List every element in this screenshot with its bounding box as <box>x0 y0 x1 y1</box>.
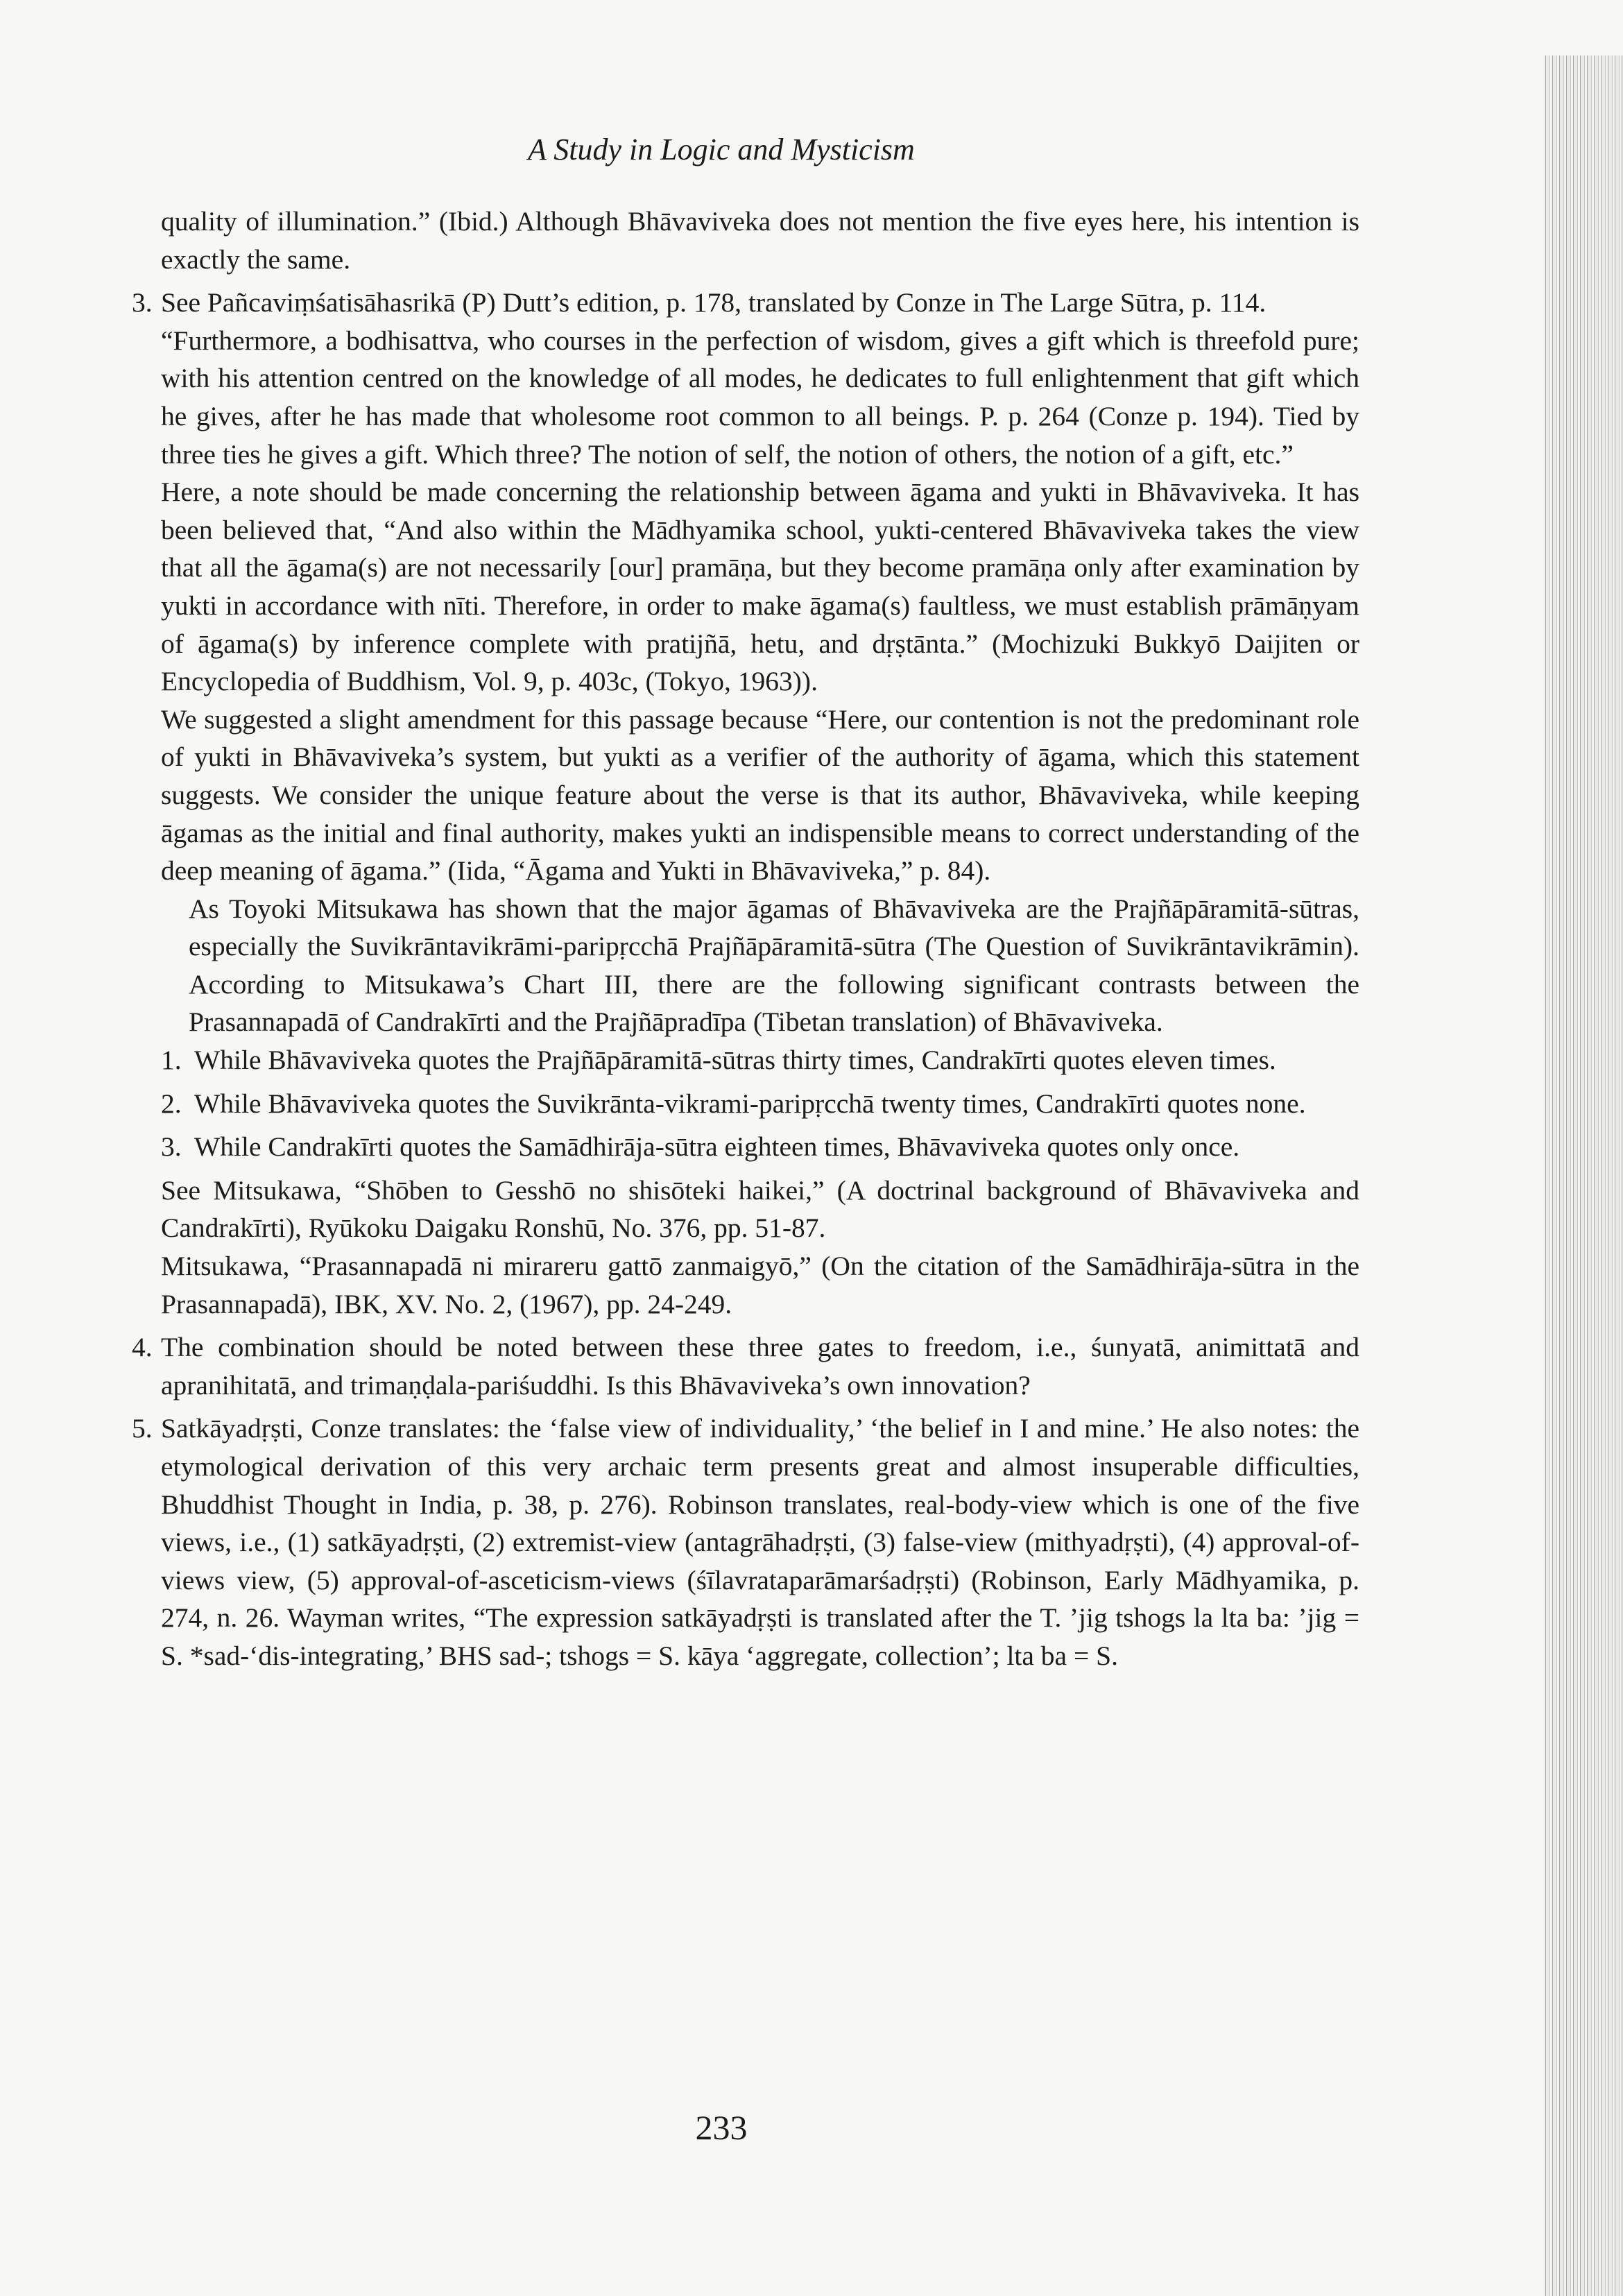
list-item <box>132 1041 1359 1079</box>
note-number: 4. <box>132 1332 153 1363</box>
paragraph: We suggested a slight amendment for this passage because “Here, our contention is not the predominant role of yukti in Bhāvaviveka’s system, but yukti as a verifier of the authority of āgama, which this statement suggests. We consider the unique feature about the verse is that its author, Bhāvaviveka, while keeping āgamas as the initial and final authority, makes yukti an indispensible means to correct understanding of the deep meaning of āgama.” (Iida, “Āgama and Yukti in Bhāvaviveka,” p. 84). <box>161 703 1359 886</box>
quote-paragraph: “Furthermore, a bodhisattva, who courses in the perfection of wisdom, gives a gift which is threefold pure; with his attention centred on the knowledge of all modes, he dedicates to full enlightenment that gift which he gives, after he has made that wholesome root common to all beings. P. p. 264 (Conze p. 194). Tied by three ties he gives a gift. Which three? The notion of self, the notion of others, the notion of a gift, etc.” <box>161 325 1359 470</box>
note-number: 3. <box>132 287 153 318</box>
list-number: 3. <box>161 1131 182 1163</box>
list-number: 2. <box>161 1088 182 1119</box>
running-head: A Study in Logic and Mysticism <box>528 132 915 166</box>
list-item <box>132 1085 1359 1123</box>
list-text: While Candrakīrti quotes the Samādhirāja-sūtra eighteen times, Bhāvaviveka quotes only once. <box>194 1131 1240 1163</box>
list-text: While Bhāvaviveka quotes the Suvikrānta-vikrami-paripṛcchā twenty times, Candrakīrti quotes none. <box>194 1088 1306 1119</box>
paragraph: As Toyoki Mitsukawa has shown that the major āgamas of Bhāvaviveka are the Prajñāpāramitā-sūtras, especially the Suvikrāntavikrāmi-paripṛcchā Prajñāpāramitā-sūtra (The Question of Suvikrāntavikrāmin). According to Mitsukawa’s Chart III, there are the following significant contrasts between the Prasannapadā of Candrakīrti and the Prajñāpradīpa (Tibetan translation) of Bhāvaviveka. <box>189 893 1359 1038</box>
note-number: 5. <box>132 1413 153 1444</box>
note-3 <box>132 284 1359 322</box>
note-text: Satkāyadṛṣti, Conze translates: the ‘false view of individuality,’ ‘the belief in I and mine.’ He also notes: the etymological derivation of this very archaic term presents great and almost insuperable difficulties, Bhuddhist Thought in India, p. 38, p. 276). Robinson translates, real-body-view which is one of the five views, i.e., (1) satkāyadṛṣti, (2) extremist-view (antagrāhadṛṣti, (3) false-view (mithyadṛṣti), (4) approval-of-views view, (5) approval-of-asceticism-views (śīlavrataparāmarśadṛṣti) (Robinson, Early Mādhyamika, p. 274, n. 26. Wayman writes, “The expression satkāyadṛṣti is translated after the T. ’jig tshogs la lta ba: ’jig = S. *sad-‘dis-integrating,’ BHS sad-; tshogs = S. kāya ‘aggregate, collection’; lta ba = S. <box>161 1413 1359 1671</box>
list-item <box>132 1128 1359 1166</box>
list-text: While Bhāvaviveka quotes the Prajñāpāramitā-sūtras thirty times, Candrakīrti quotes eleven times. <box>194 1045 1276 1076</box>
list-number: 1. <box>161 1045 182 1076</box>
note-5 <box>132 1410 1359 1674</box>
note-text: See Pañcaviṃśatisāhasrikā (P) Dutt’s edition, p. 178, translated by Conze in The Large Sūtra, p. 114. <box>161 287 1266 318</box>
reference-paragraph: Mitsukawa, “Prasannapadā ni mirareru gattō zanmaigyō,” (On the citation of the Samādhirāja-sūtra in the Prasannapadā), IBK, XV. No. 2, (1967), pp. 24-249. <box>161 1251 1359 1319</box>
reference-paragraph: See Mitsukawa, “Shōben to Gesshō no shisōteki haikei,” (A doctrinal background of Bhāvaviveka and Candrakīrti), Ryūkoku Daigaku Ronshū, No. 376, pp. 51-87. <box>161 1174 1359 1244</box>
paragraph: Here, a note should be made concerning the relationship between āgama and yukti in Bhāvaviveka. It has been believed that, “And also within the Mādhyamika school, yukti-centered Bhāvaviveka takes the view that all the āgama(s) are not necessarily [our] pramāṇa, but they become pramāṇa only after examination by yukti in accordance with nīti. Therefore, in order to make āgama(s) faultless, we must establish prāmāṇyam of āgama(s) by inference complete with pratijñā, hetu, and dṛṣtānta.” (Mochizuki Bukkyō Daijiten or Encyclopedia of Buddhism, Vol. 9, p. 403c, (Tokyo, 1963)). <box>161 477 1359 697</box>
note-text: The combination should be noted between these three gates to freedom, i.e., śunyatā, animittatā and apranihitatā, and trimaṇḍala-pariśuddhi. Is this Bhāvaviveka’s own innovation? <box>161 1332 1359 1400</box>
paragraph-continued: quality of illumination.” (Ibid.) Although Bhāvaviveka does not mention the five eyes here, his intention is exactly the same. <box>161 206 1359 275</box>
scan-gutter-edge <box>1543 55 1623 2296</box>
page-body <box>132 203 1359 1675</box>
page-number: 233 <box>695 2108 748 2147</box>
note-4 <box>132 1328 1359 1404</box>
